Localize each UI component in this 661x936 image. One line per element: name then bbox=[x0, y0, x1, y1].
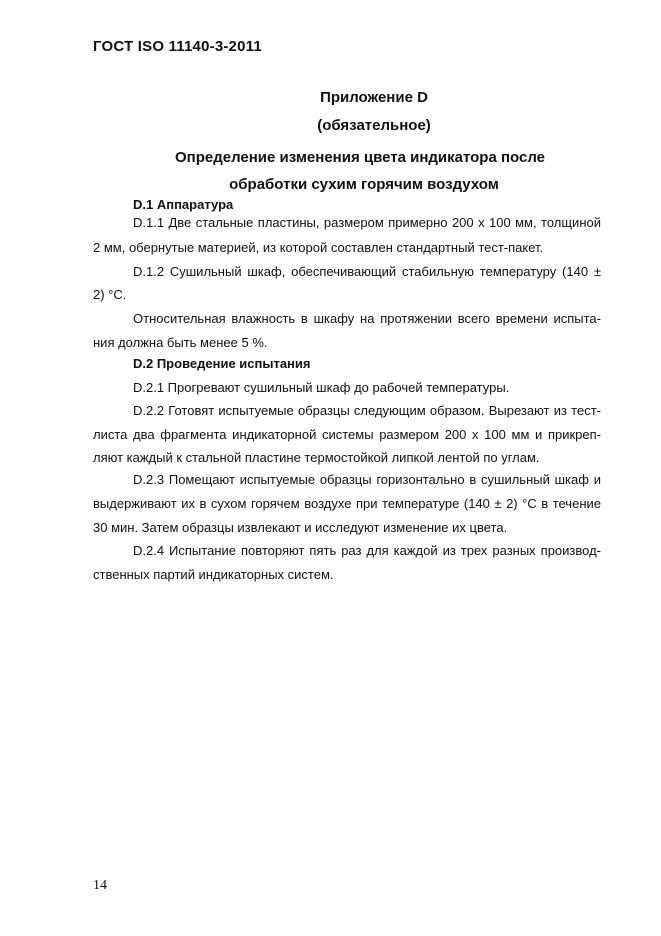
paragraph-d2-4-line-2: ственных партий индикаторных систем. bbox=[93, 567, 334, 582]
paragraph-d2-3-line-2: выдерживают их в сухом горячем воздухе при температуре (140 ± 2) °С в течение bbox=[93, 496, 601, 511]
section-d1-title: D.1 Аппаратура bbox=[133, 197, 234, 212]
annex-heading-line-1: Определение изменения цвета индикатора после bbox=[174, 149, 546, 166]
document-code: ГОСТ ISO 11140-3-2011 bbox=[93, 38, 262, 55]
paragraph-d1-2-line-2: 2) °С. bbox=[93, 287, 127, 302]
paragraph-d2-3-line-1: D.2.3 Помещают испытуемые образцы горизонтально в сушильный шкаф и bbox=[133, 472, 601, 487]
paragraph-d2-1-line-1: D.2.1 Прогревают сушильный шкаф до рабочей температуры. bbox=[133, 380, 510, 395]
paragraph-d1-1-line-2: 2 мм, обернутые материей, из которой составлен стандартный тест-пакет. bbox=[93, 240, 544, 255]
paragraph-d2-2-line-1: D.2.2 Готовят испытуемые образцы следующим образом. Вырезают из тест- bbox=[133, 403, 601, 418]
page-number: 14 bbox=[93, 878, 107, 893]
paragraph-d2-3-line-3: 30 мин. Затем образцы извлекают и исследуют изменение их цвета. bbox=[93, 520, 508, 535]
paragraph-d2-4-line-1: D.2.4 Испытание повторяют пять раз для каждой из трех разных производ- bbox=[133, 543, 601, 558]
paragraph-d1-2-line-1: D.1.2 Сушильный шкаф, обеспечивающий стабильную температуру (140 ± bbox=[133, 264, 601, 279]
paragraph-d2-2-line-2: листа два фрагмента индикаторной системы размером 200 х 100 мм и прикреп- bbox=[93, 427, 601, 442]
annex-title: Приложение D bbox=[320, 89, 428, 106]
annex-heading-line-2: обработки сухим горячим воздухом bbox=[229, 176, 499, 193]
paragraph-d1-3-line-2: ния должна быть менее 5 %. bbox=[93, 335, 268, 350]
paragraph-d2-2-line-3: ляют каждый к стальной пластине термостойкой липкой лентой по углам. bbox=[93, 450, 540, 465]
annex-type: (обязательное) bbox=[317, 117, 431, 134]
paragraph-d1-3-line-1: Относительная влажность в шкафу на протяжении всего времени испыта- bbox=[133, 311, 601, 326]
paragraph-d1-1-line-1: D.1.1 Две стальные пластины, размером примерно 200 х 100 мм, толщиной bbox=[133, 215, 601, 230]
section-d2-title: D.2 Проведение испытания bbox=[133, 356, 311, 371]
